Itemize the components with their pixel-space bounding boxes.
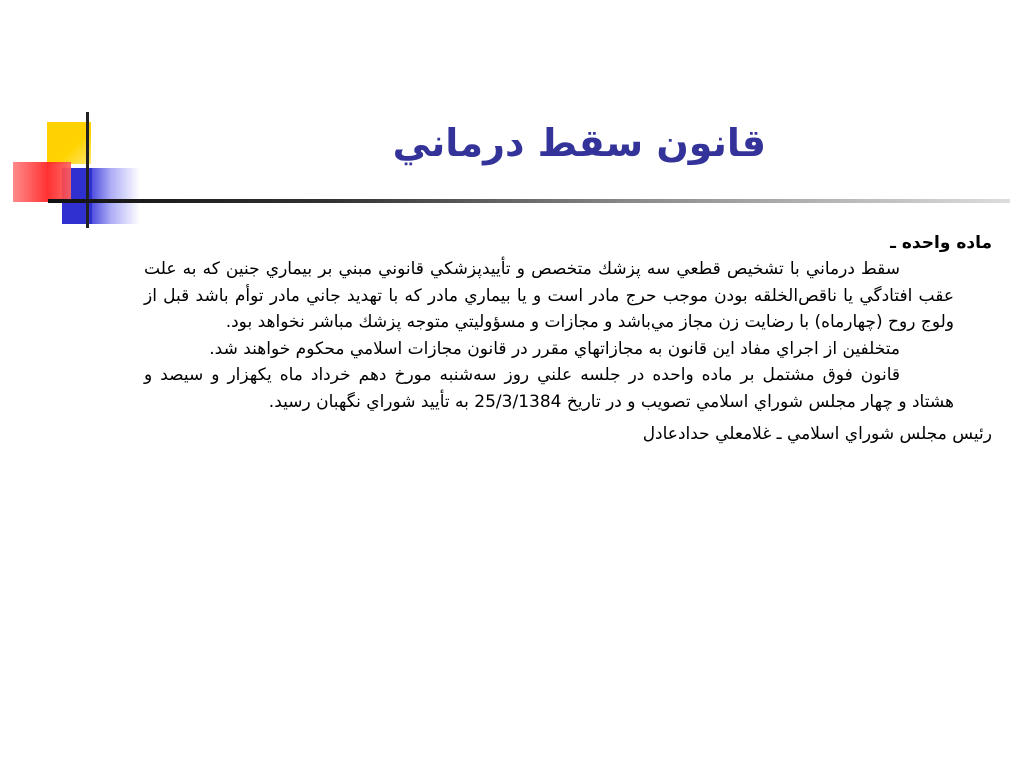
law-paragraph: سقط درماني با تشخيص قطعي سه پزشك متخصص و تأييدپزشكي قانوني مبني بر بيماري جنين كه به علت عقب افتادگي يا ناقص‌الخلقه بودن موجب حرج مادر است و يا بيماري مادر كه با تهديد جاني مادر توأم باشد قبل از ولوج روح (چهارماه) با رضايت زن مجاز مي‌باشد و مجازات و مسؤوليتي متوجه پزشك مباشر نخواهد بود. [144,259,954,332]
decor-red-square [13,162,71,202]
law-heading: ماده واحده ـ [890,233,992,253]
decor-blue-fade [92,168,140,224]
signature: رئيس مجلس شوراي اسلامي ـ غلامعلي حدادعادل [642,424,992,444]
slide-title: قانون سقط درماني [392,121,766,165]
title-underline [48,199,1010,203]
decor-vertical-line [86,112,89,228]
law-text [144,256,954,415]
slide-body [132,230,992,447]
law-paragraph: قانون فوق مشتمل بر ماده واحده در جلسه علني روز سه‌شنبه مورخ دهم خرداد ماه يكهزار و سيصد و هشتاد و چهار مجلس شوراي اسلامي تصويب و در تاريخ 25/3/1384 به تأييد شوراي نگهبان رسيد. [144,365,954,412]
decor-yellow-square [47,122,91,164]
law-paragraph: متخلفين از اجراي مفاد اين قانون به مجازاتهاي مقرر در قانون مجازات اسلامي محكوم خواهند شد. [209,338,900,359]
